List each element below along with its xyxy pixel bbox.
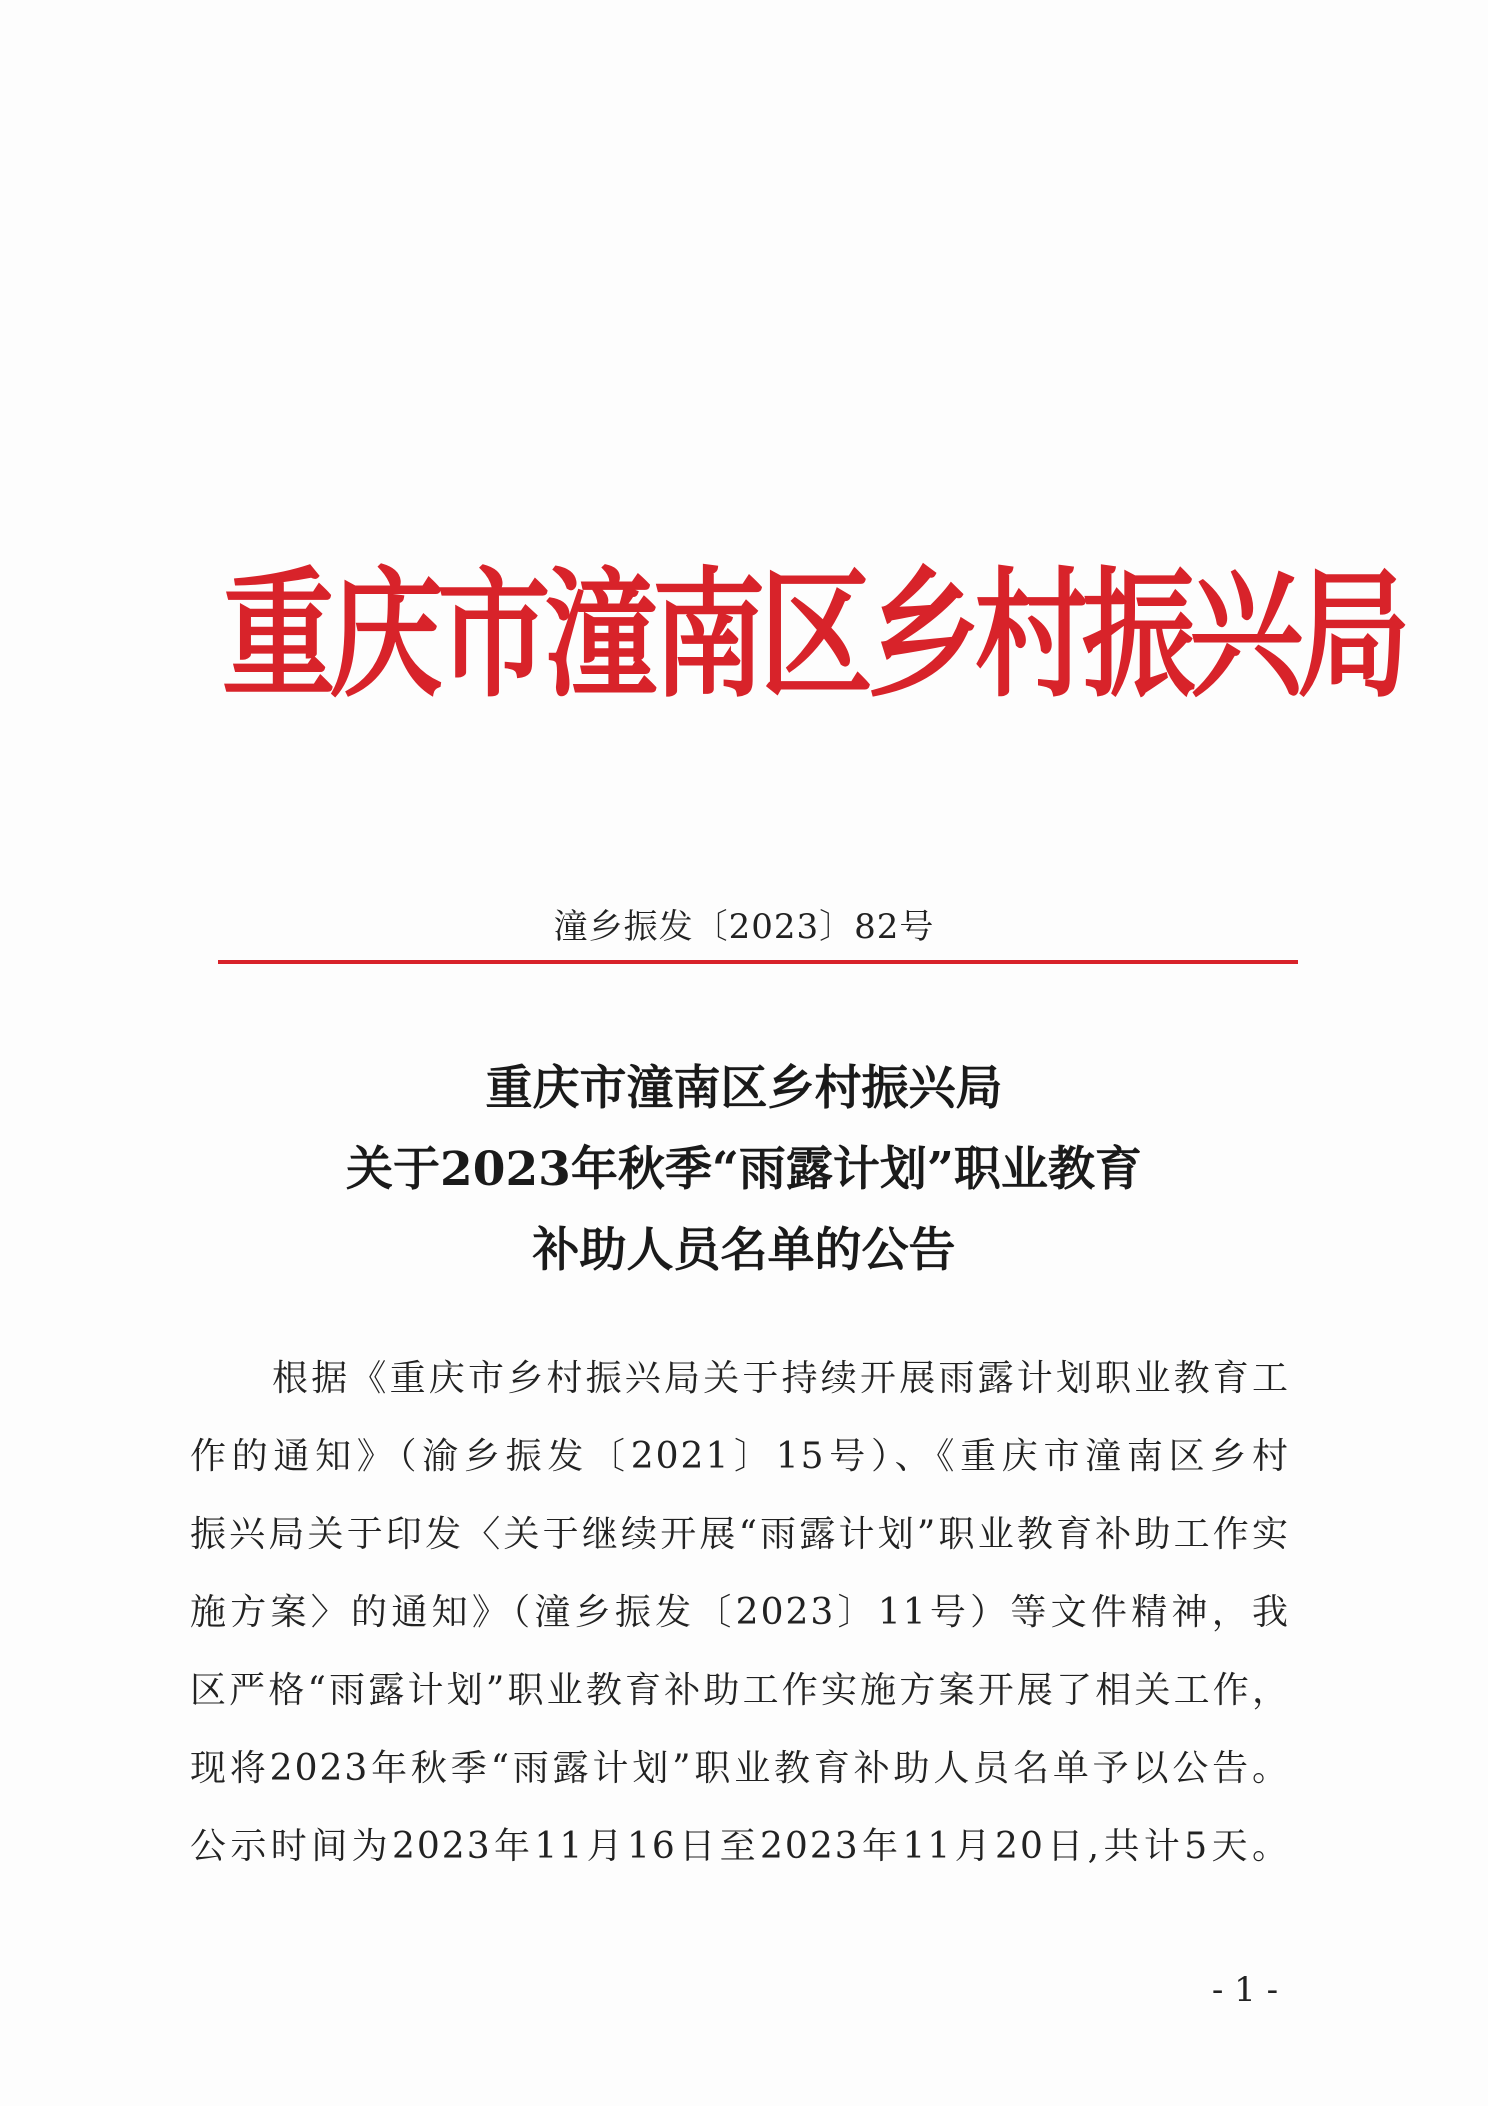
title-line-3: 补助人员名单的公告: [532, 1223, 956, 1278]
body-line-6: 现将2023年秋季“雨露计划”职业教育补助人员名单予以公告。: [190, 1748, 1290, 1789]
title-line-1: 重庆市潼南区乡村振兴局: [485, 1061, 1003, 1116]
page-number: - 1 -: [1211, 1970, 1279, 2010]
body-line-2: 作的通知》（渝乡振发〔2021〕15号）、《重庆市潼南区乡村: [190, 1436, 1290, 1477]
body-line-7: 公示时间为2023年11月16日至2023年11月20日,共计5天。: [190, 1826, 1290, 1867]
document-title: [0, 1048, 1488, 1291]
title-line-2: 关于2023年秋季“雨露计划”职业教育: [346, 1142, 1142, 1197]
body-line-3: 振兴局关于印发〈关于继续开展“雨露计划”职业教育补助工作实: [190, 1514, 1290, 1555]
body-line-5: 区严格“雨露计划”职业教育补助工作实施方案开展了相关工作，: [190, 1670, 1290, 1711]
body-line-1: 根据《重庆市乡村振兴局关于持续开展雨露计划职业教育工: [272, 1358, 1290, 1399]
body-line-4: 施方案〉的通知》（潼乡振发〔2023〕11号）等文件精神，我: [190, 1592, 1290, 1633]
red-divider-line: [218, 960, 1298, 964]
body-paragraph: [190, 1340, 1290, 1886]
document-number: 潼乡振发〔2023〕82号: [553, 907, 935, 947]
issuing-organization-header: 重庆市潼南区乡村振兴局: [222, 553, 1405, 717]
